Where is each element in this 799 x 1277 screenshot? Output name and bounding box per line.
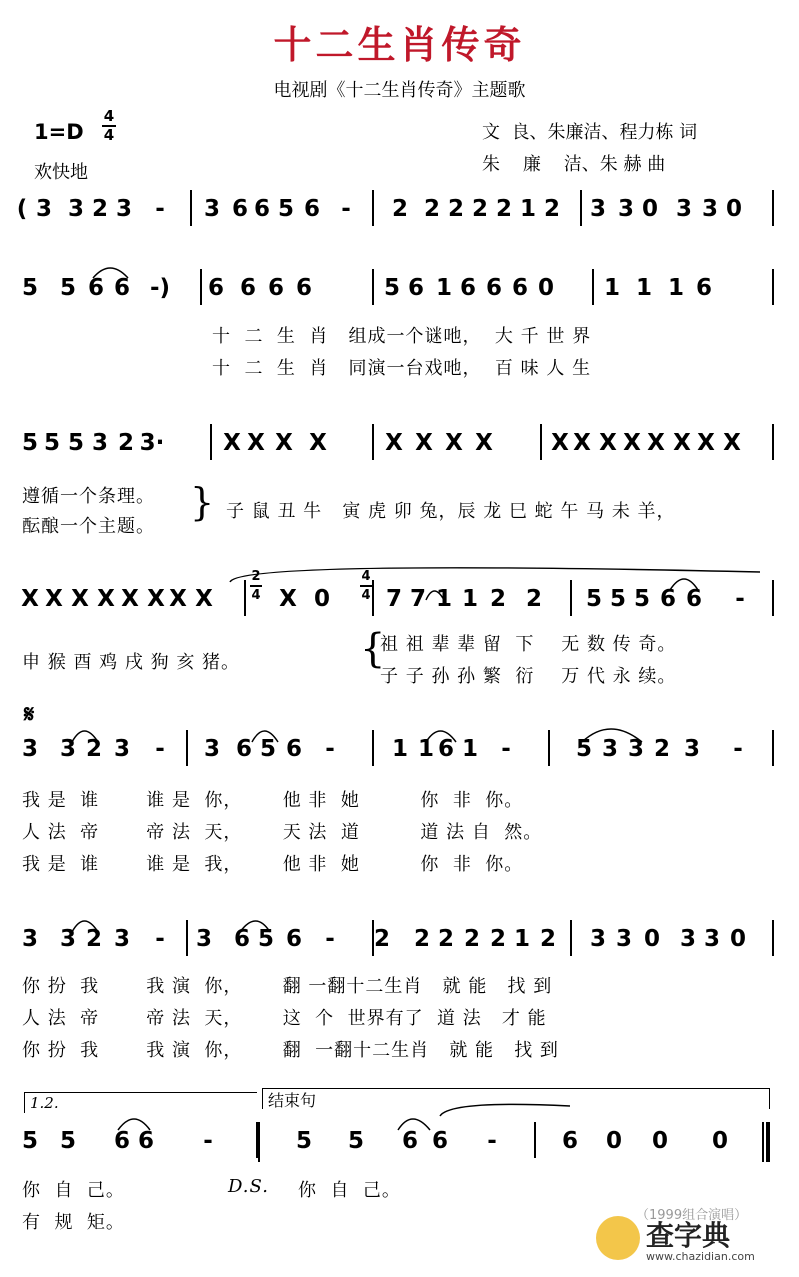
note: 6 xyxy=(485,275,503,301)
note: 3 xyxy=(59,926,77,952)
note: 3 xyxy=(589,196,607,222)
note: X xyxy=(385,430,403,456)
note: X xyxy=(147,586,165,612)
note: 0 xyxy=(313,586,331,612)
note: 3 xyxy=(59,736,77,762)
note: 1 xyxy=(513,926,531,952)
note: 1 xyxy=(667,275,685,301)
note: 2 xyxy=(117,430,135,456)
note: 3 xyxy=(601,736,619,762)
note: - xyxy=(325,926,335,952)
time-change: 4 4 xyxy=(361,569,371,603)
note: 0 xyxy=(605,1128,623,1154)
note: 1 xyxy=(461,736,479,762)
note: 2 xyxy=(653,736,671,762)
note: 0 xyxy=(711,1128,729,1154)
note: 2 xyxy=(495,196,513,222)
note: 6 xyxy=(407,275,425,301)
time-change: 2 4 xyxy=(251,569,261,603)
note: 5 xyxy=(59,275,77,301)
note: 3 xyxy=(113,736,131,762)
note: 3 xyxy=(615,926,633,952)
note: 3 xyxy=(115,196,133,222)
song-title: 十二生肖传奇 xyxy=(273,23,526,67)
note: - xyxy=(733,736,743,762)
note: 3 xyxy=(67,196,85,222)
note: 3 xyxy=(21,736,39,762)
time-signature: 4 4 xyxy=(103,107,115,144)
lyric-line: 子 鼠 丑 牛 寅 虎 卯 兔，辰 龙 巳 蛇 午 马 未 羊， xyxy=(226,501,676,522)
lyric-line: 我 是 谁 谁 是 我， 他 非 她 你 非 你。 xyxy=(22,854,524,875)
note: X xyxy=(573,430,591,456)
song-subtitle: 电视剧《十二生肖传奇》主题歌 xyxy=(273,80,526,101)
note: 6 xyxy=(459,275,477,301)
note: X xyxy=(475,430,493,456)
lyric-line: 你 扮 我 我 演 你， 翻 一翻十二生肖 就 能 找 到 xyxy=(22,1040,559,1061)
note: 1 xyxy=(417,736,435,762)
note: 5 xyxy=(259,736,277,762)
note: 5 xyxy=(585,586,603,612)
note: 2 xyxy=(373,926,391,952)
key-signature: 1=D xyxy=(34,120,84,144)
note: 2 xyxy=(539,926,557,952)
note: 6 xyxy=(695,275,713,301)
note: - xyxy=(155,196,165,222)
note: 5 xyxy=(21,1128,39,1154)
note: 2 xyxy=(543,196,561,222)
note: 3 xyxy=(679,926,697,952)
note: 1 xyxy=(635,275,653,301)
note: X xyxy=(673,430,691,456)
note: 3 xyxy=(91,430,109,456)
note: X xyxy=(415,430,433,456)
note: X xyxy=(279,586,297,612)
note: 6 xyxy=(87,275,105,301)
note: X xyxy=(647,430,665,456)
composer-credit: 朱 廉 洁、朱 赫 曲 xyxy=(482,154,666,175)
note: 0 xyxy=(641,196,659,222)
note: 5 xyxy=(21,275,39,301)
performer-note: （1999组合演唱） xyxy=(636,1208,748,1223)
note: X xyxy=(599,430,617,456)
note: 2 xyxy=(423,196,441,222)
note: 3 xyxy=(703,926,721,952)
note: 5 xyxy=(347,1128,365,1154)
dal-segno: D.S. xyxy=(228,1176,269,1197)
note: 3 xyxy=(627,736,645,762)
note: 6 xyxy=(113,1128,131,1154)
segno-sign: 𝄋 xyxy=(24,700,35,728)
note: 6 xyxy=(437,736,455,762)
note: 6 xyxy=(239,275,257,301)
note: X xyxy=(309,430,327,456)
note: 6 xyxy=(253,196,271,222)
note: - xyxy=(735,586,745,612)
note: 2 xyxy=(471,196,489,222)
note: 6 xyxy=(113,275,131,301)
note: 5 xyxy=(257,926,275,952)
note: 3 xyxy=(113,926,131,952)
note: 6 xyxy=(685,586,703,612)
note: 3 xyxy=(701,196,719,222)
note: 6 xyxy=(267,275,285,301)
note: 5 xyxy=(67,430,85,456)
note: - xyxy=(203,1128,213,1154)
lyric-line: 十 二 生 肖 同演一台戏吔， 百 味 人 生 xyxy=(212,358,592,379)
note: 5 xyxy=(43,430,61,456)
note: 0 xyxy=(537,275,555,301)
note: 1 xyxy=(519,196,537,222)
note: 5 xyxy=(21,430,39,456)
note: X xyxy=(445,430,463,456)
note: 6 xyxy=(233,926,251,952)
note: 2 xyxy=(489,926,507,952)
note: 6 xyxy=(231,196,249,222)
note: 6 xyxy=(401,1128,419,1154)
note: X xyxy=(247,430,265,456)
lyric-line: 十 二 生 肖 组成一个谜吔， 大 千 世 界 xyxy=(212,326,592,347)
note: - xyxy=(487,1128,497,1154)
lyric-line: 有 规 矩。 xyxy=(22,1212,125,1233)
lyric-line: 人 法 帝 帝 法 天， 这 个 世界有了 道 法 才 能 xyxy=(22,1008,547,1029)
note: -) xyxy=(149,275,171,301)
site-name: 查字典 xyxy=(646,1219,731,1252)
lyric-line: 你 自 己。 xyxy=(298,1180,401,1201)
lyric-line: 人 法 帝 帝 法 天， 天 法 道 道 法 自 然。 xyxy=(22,822,543,843)
note: 1 xyxy=(435,586,453,612)
note: 0 xyxy=(725,196,743,222)
note: 6 xyxy=(285,736,303,762)
note: 3 xyxy=(675,196,693,222)
note: 0 xyxy=(651,1128,669,1154)
note: X xyxy=(121,586,139,612)
note: 7 xyxy=(385,586,403,612)
note: X xyxy=(551,430,569,456)
note: 6 xyxy=(431,1128,449,1154)
note: 5 xyxy=(383,275,401,301)
note: - xyxy=(155,926,165,952)
note: - xyxy=(341,196,351,222)
lyric-line: 遵循一个条理。 xyxy=(22,486,155,507)
note: 3· xyxy=(139,430,165,456)
note: 6 xyxy=(303,196,321,222)
note: 6 xyxy=(295,275,313,301)
note: X xyxy=(723,430,741,456)
bracket-open: ( xyxy=(16,196,28,222)
note: 3 xyxy=(203,196,221,222)
site-url: www.chazidian.com xyxy=(646,1250,755,1263)
note: 2 xyxy=(437,926,455,952)
note: 3 xyxy=(195,926,213,952)
note: 1 xyxy=(461,586,479,612)
note: 6 xyxy=(561,1128,579,1154)
note: 2 xyxy=(525,586,543,612)
lyric-brace: { xyxy=(360,626,387,672)
note: - xyxy=(325,736,335,762)
note: - xyxy=(155,736,165,762)
note: 2 xyxy=(413,926,431,952)
note: 3 xyxy=(683,736,701,762)
note: X xyxy=(21,586,39,612)
note: X xyxy=(169,586,187,612)
note: 5 xyxy=(277,196,295,222)
note: 5 xyxy=(59,1128,77,1154)
lyric-line: 子 子 孙 孙 繁 衍 万 代 永 续。 xyxy=(380,666,677,687)
note: X xyxy=(275,430,293,456)
note: 1 xyxy=(603,275,621,301)
note: 7 xyxy=(409,586,427,612)
note: 1 xyxy=(435,275,453,301)
note: 0 xyxy=(729,926,747,952)
note: 2 xyxy=(85,926,103,952)
note: 5 xyxy=(575,736,593,762)
note: 5 xyxy=(295,1128,313,1154)
note: 6 xyxy=(137,1128,155,1154)
lyric-line: 我 是 谁 谁 是 你， 他 非 她 你 非 你。 xyxy=(22,790,524,811)
lyric-line: 你 自 己。 xyxy=(22,1180,125,1201)
note: 3 xyxy=(203,736,221,762)
note: 0 xyxy=(643,926,661,952)
note: 6 xyxy=(235,736,253,762)
note: 6 xyxy=(285,926,303,952)
note: X xyxy=(97,586,115,612)
note: 6 xyxy=(659,586,677,612)
note: X xyxy=(195,586,213,612)
lyric-line: 祖 祖 辈 辈 留 下 无 数 传 奇。 xyxy=(380,634,677,655)
lyric-line: 申 猴 酉 鸡 戌 狗 亥 猪。 xyxy=(22,652,241,673)
note: X xyxy=(45,586,63,612)
note: 2 xyxy=(91,196,109,222)
note: 2 xyxy=(447,196,465,222)
note: X xyxy=(697,430,715,456)
note: X xyxy=(71,586,89,612)
note: 3 xyxy=(35,196,53,222)
note: 2 xyxy=(463,926,481,952)
note: - xyxy=(501,736,511,762)
note: 3 xyxy=(21,926,39,952)
note: X xyxy=(623,430,641,456)
lyric-brace: } xyxy=(190,480,216,524)
note: 2 xyxy=(85,736,103,762)
tempo-marking: 欢快地 xyxy=(34,162,88,183)
ending-label: 结束句 xyxy=(268,1091,317,1110)
note: 3 xyxy=(589,926,607,952)
note: 6 xyxy=(511,275,529,301)
note: 1 xyxy=(391,736,409,762)
note: 6 xyxy=(207,275,225,301)
note: 2 xyxy=(489,586,507,612)
note: 5 xyxy=(633,586,651,612)
note: 3 xyxy=(617,196,635,222)
lyric-line: 酝酿一个主题。 xyxy=(22,516,155,537)
lyricist-credit: 文 良、朱廉洁、程力栋 词 xyxy=(482,122,698,143)
lyric-line: 你 扮 我 我 演 你， 翻 一翻十二生肖 就 能 找 到 xyxy=(22,976,553,997)
note: X xyxy=(223,430,241,456)
note: 2 xyxy=(391,196,409,222)
note: 5 xyxy=(609,586,627,612)
volta-label: 1.2. xyxy=(30,1094,59,1112)
